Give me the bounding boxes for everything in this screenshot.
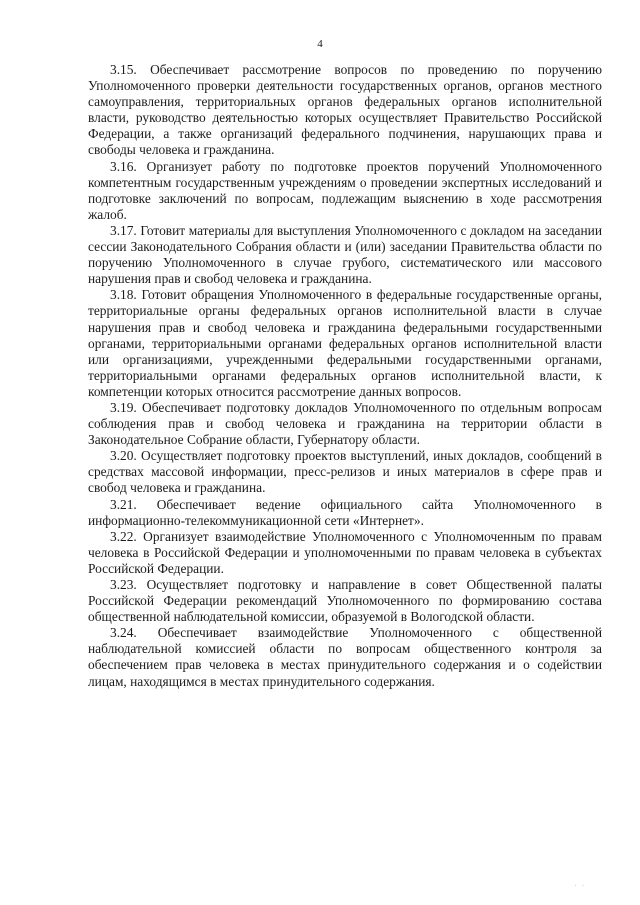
paragraph-3-20: 3.20. Осуществляет подготовку проектов выступлений, иных докладов, сообщений в средствах массовой информации, пресс-релизов и иных материалов в сфере прав и свобод человека и гражданина.: [88, 448, 602, 496]
paragraph-3-21: 3.21. Обеспечивает ведение официального сайта Уполномоченного в информационно-телекоммуникационной сети «Интернет».: [88, 496, 602, 528]
paragraph-3-16: 3.16. Организует работу по подготовке проектов поручений Уполномоченного компетентным государственным учреждениям о проведении экспертных исследований и подготовке заключений по вопросам, подлежащим выяснению в ходе рассмотрения жалоб.: [88, 158, 602, 222]
paragraph-3-24: 3.24. Обеспечивает взаимодействие Уполномоченного с общественной наблюдательной комиссией области по вопросам общественного контроля за обеспечением прав человека в местах принудительного содержания и о содействии лицам, находящимся в местах принудительного содержания.: [88, 625, 602, 689]
paragraph-3-19: 3.19. Обеспечивает подготовку докладов Уполномоченного по отдельным вопросам соблюдения прав и свобод человека и гражданина на территории области в Законодательное Собрание области, Губернатору области.: [88, 399, 602, 448]
paragraph-3-22: 3.22. Организует взаимодействие Уполномоченного с Уполномоченным по правам человека в Российской Федерации и уполномоченными по правам человека в субъектах Российской Федерации.: [88, 528, 602, 576]
paragraph-3-17: 3.17. Готовит материалы для выступления Уполномоченного с докладом на заседании сессии Законодательного Собрания области и (или) заседании Правительства области по поручению Уполномоченного в случае грубого, систематического или массового нарушения прав и свобод человека и гражданина.: [88, 222, 602, 287]
page-number: 4: [317, 38, 323, 50]
document-body: [88, 62, 602, 690]
paragraph-3-23: 3.23. Осуществляет подготовку и направление в совет Общественной палаты Российской Федерации рекомендаций Уполномоченного по формированию состава общественной наблюдательной комиссии, образуемой в Вологодской области.: [88, 577, 602, 625]
paragraph-3-18: 3.18. Готовит обращения Уполномоченного в федеральные государственные органы, территориальные органы федеральных органов исполнительной власти в случае нарушения прав и свобод человека и гражданина федеральными государственными органами, территориальными органами федеральных органов исполнительной власти или организациями, учрежденными федеральными государственными органами, территориальными органами федеральных органов исполнительной власти, к компетенции которых относится рассмотрение данных вопросов.: [88, 287, 602, 399]
paragraph-3-15: 3.15. Обеспечивает рассмотрение вопросов по проведению по поручению Уполномоченного проверки деятельности государственных органов, органов местного самоуправления, территориальных органов федеральных органов исполнительной власти, руководство деятельностью которых осуществляет Правительство Российской Федерации, а также организаций федерального подчинения, нарушающих права и свободы человека и гражданина.: [88, 62, 602, 158]
scan-mark: · ·: [574, 883, 586, 889]
